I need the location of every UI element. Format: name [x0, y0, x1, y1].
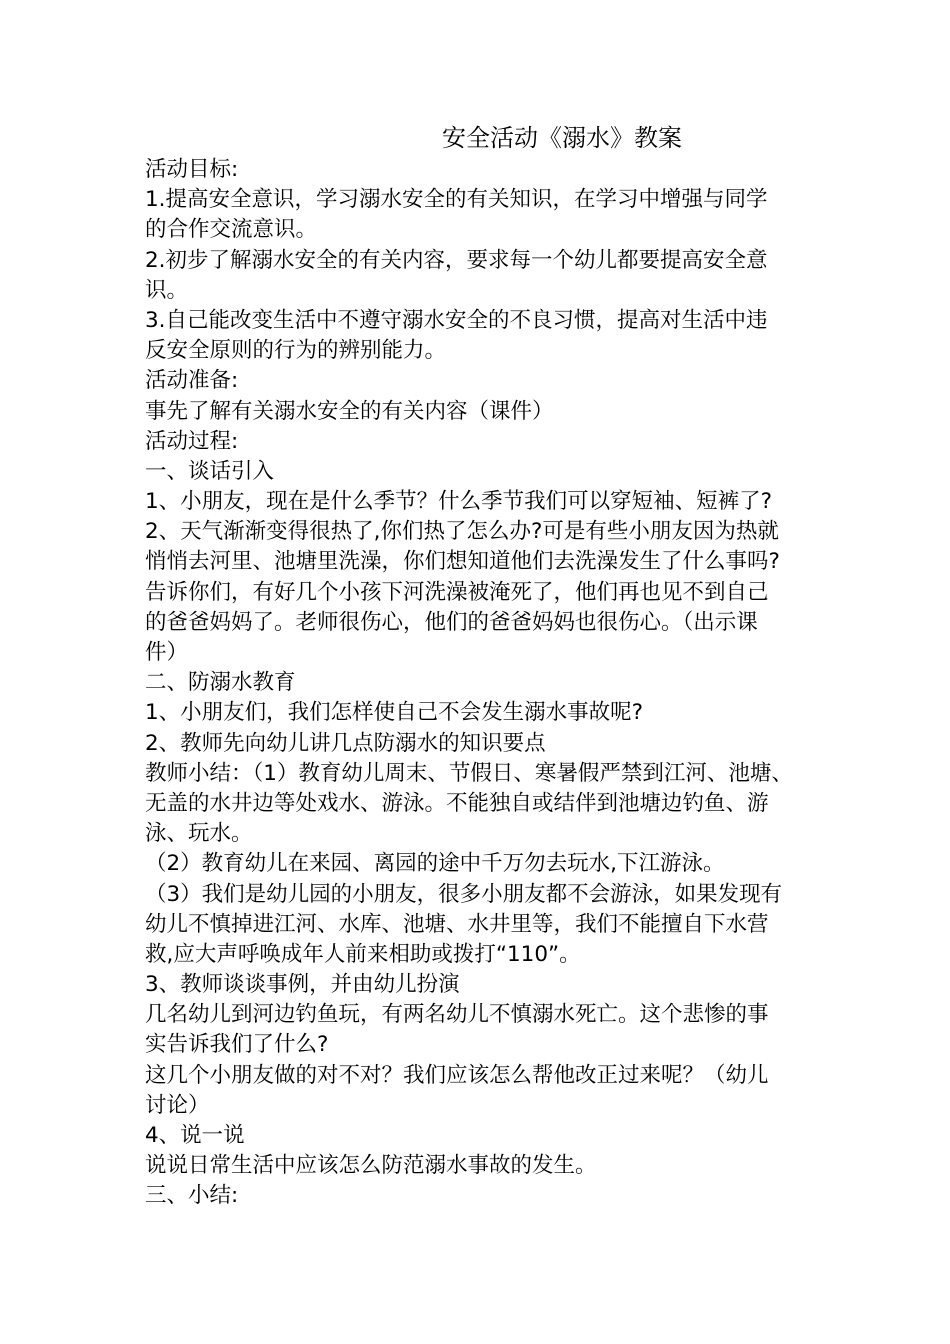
text-line: （3）我们是幼儿园的小朋友，很多小朋友都不会游泳，如果发现有 — [145, 881, 783, 907]
text-line: 的合作交流意识。 — [145, 217, 318, 243]
text-line: 事先了解有关溺水安全的有关内容（课件） — [145, 398, 554, 424]
text-line: 1、小朋友，现在是什么季节？什么季节我们可以穿短袖、短裤了? — [145, 489, 773, 515]
text-line: 反安全原则的行为的辨别能力。 — [145, 338, 447, 364]
text-line: 说说日常生活中应该怎么防范溺水事故的发生。 — [145, 1153, 597, 1179]
text-line: 实告诉我们了什么? — [145, 1032, 329, 1058]
text-line: 二、防溺水教育 — [145, 670, 296, 696]
text-line: 件） — [145, 640, 189, 665]
text-line: 4、说一说 — [145, 1123, 245, 1148]
text-line: 2、教师先向幼儿讲几点防溺水的知识要点 — [145, 730, 546, 756]
text-line: 2、天气渐渐变得很热了,你们热了怎么办?可是有些小朋友因为热就 — [145, 519, 779, 545]
text-line: 教师小结：（1）教育幼儿周末、节假日、寒暑假严禁到江河、池塘、 — [145, 760, 793, 786]
text-line: 几名幼儿到河边钓鱼玩，有两名幼儿不慎溺水死亡。这个悲惨的事 — [145, 1002, 769, 1028]
text-line: 悄悄去河里、池塘里洗澡，你们想知道他们去洗澡发生了什么事吗? — [145, 549, 780, 575]
text-line: 2.初步了解溺水安全的有关内容，要求每一个幼儿都要提高安全意 — [145, 247, 768, 273]
text-line: 告诉你们，有好几个小孩下河洗澡被淹死了，他们再也见不到自己 — [145, 579, 769, 605]
text-line: 3.自己能改变生活中不遵守溺水安全的不良习惯，提高对生活中违 — [145, 307, 768, 333]
text-line: 3、教师谈谈事例，并由幼儿扮演 — [145, 972, 460, 998]
text-line: 泳、玩水。 — [145, 821, 253, 847]
text-line: 这几个小朋友做的对不对？我们应该怎么帮他改正过来呢？（幼儿 — [145, 1062, 769, 1088]
text-line: 活动目标: — [145, 157, 239, 182]
text-line: 1.提高安全意识，学习溺水安全的有关知识，在学习中增强与同学 — [145, 187, 768, 213]
text-line: 的爸爸妈妈了。老师很伤心，他们的爸爸妈妈也很伤心。（出示课 — [145, 609, 758, 635]
text-line: 无盖的水井边等处戏水、游泳。不能独自或结伴到池塘边钓鱼、游 — [145, 790, 769, 816]
text-line: 识。 — [145, 277, 189, 303]
text-line: 活动过程: — [145, 428, 239, 454]
text-line: 一、谈话引入 — [145, 458, 275, 484]
text-line: 活动准备: — [145, 368, 239, 394]
text-line: 三、小结: — [145, 1183, 239, 1209]
document-body — [145, 155, 815, 1212]
text-line: 讨论） — [145, 1092, 210, 1118]
text-line: 1、小朋友们，我们怎样使自己不会发生溺水事故呢? — [145, 700, 644, 726]
text-line: （2）教育幼儿在来园、离园的途中千万勿去玩水,下江游泳。 — [145, 851, 725, 877]
text-line: 救,应大声呼唤成年人前来相助或拨打“110”。 — [145, 941, 581, 967]
document-title: 安全活动《溺水》教案 — [442, 124, 682, 152]
text-line: 幼儿不慎掉进江河、水库、池塘、水井里等，我们不能擅自下水营 — [145, 911, 769, 937]
